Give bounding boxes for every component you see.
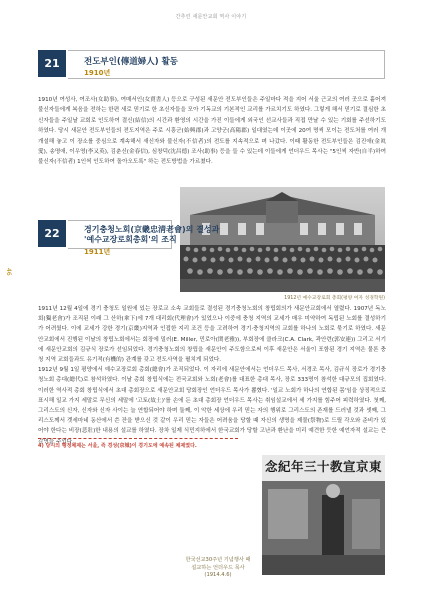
photo-30th-anniversary: [262, 455, 385, 575]
section-title-line2: '예수교장로회총회'의 조직: [84, 235, 177, 244]
section-title: 전도부인(傳道婦人) 활동: [84, 57, 178, 67]
running-header: 간추린 새문안교회 역사 이야기: [175, 14, 247, 20]
section-21-header: [38, 50, 385, 84]
paragraph: 1910년 여성사, 여조사(女助事), 여매서인(女賣書人) 등으로 구성된 새문안 전도부인들은 주일마다 적을 지어 서울 근교의 여러 곳으로 흩어져 불신자들에게 복음을 전하는 한편 새로 믿기로 한 초신자들을 모아 기독교의 기본적인 교리를 가르치기도 하였다. 그렇게 해서 믿기로 결심한 초신자들을 주일날 교회로 인도하여 결신(結信)의 시간과 환영의 시간을 가진 이들에게 외국인 선교사들과 직접 만날 수 있는 기회를 주선하기도 하였다. 당시 새문안 전도부인들의 전도지역은 주로 시흥군(始興郡)과 고양군(高陽郡) 일대였는데 이곳에 20여 명씩 모이는 전도처를 여러 개 개설해 놓고 이 장소를 중심으로 계속해서 새신자와 불신자(不信者)의 전도를 지속적으로 펴 나갔다. 이때 활동한 전도부인들은 김진애(金眞愛), 송명애, 이우영(李又英), 김춘신(金春信), 심창덕(沈昌德) 조사(助事) 등을 들 수 있는데 이들에게 언더우드 목사는 "5인씩 자반(自半)하여 불신자(不信者) 1인씩 인도하여 돌아오도록" 하는 전도방법을 가르쳤다.: [38, 97, 386, 166]
section-year: 1910년: [84, 69, 111, 77]
footnote: 4) 당시의 행정체제는 서울, 즉 경성(京城)이 경기도에 예속된 체제였다.: [38, 443, 197, 449]
section-year: 1911년: [84, 248, 111, 256]
photo-general-assembly-1912: [180, 187, 385, 292]
paragraph: 1912년 9월 1일 평양에서 예수교장로회 총회(總會)가 조직되었다. 이 자리에 새문안에서는 언더우드 목사, 서경조 목사, 김규식 장로가 경기충청노회 총대(總代)로 참석하였다. 이날 총회 창립식에는 전국교회와 노회(老會)를 대표한 총대 목사, 장로 333명이 참석한 대규모의 집회였다. 이러한 역사적 총회 창립식에서 초대 총회장으로 새문안교회 당회장인 언더우드 목사가 뽑혔다. '일교 노회가 하나의 연합된 몸'임을 상징적으로 표시해 일교 가지 세말로 무신의 세말에 '고토(故土)'를 손에 든 초대 총회장 언더우드 목사는 취임설교에서 세 가지를 힘주어 피력하였다. 첫째, 그리스도의 신자, 신자와 신자 사이는 늘 연합되어야 하며 둘째, 이 악한 세상에 우리 믿는 자의 행위로 그리스도의 존재를 드러낼 것과 셋째, 그리스도께서 겟세마네 동산에서 쓴 잔을 받으신 것 같이 우리 믿는 자들은 어려움을 당할 때 자신의 생명을 제물(祭物)로 드릴 각오와 준비가 있어야 한다는 비장(悲壯)한 내용의 설교를 하였다. 장차 일제 식민지하에서 한국교회가 당할 고난과 환난을 미리 예견한 듯한 예언자적 설교는 큰 감명을 주었다.: [38, 367, 386, 445]
section-22-header: [38, 220, 220, 256]
group-photo-image: [180, 187, 385, 292]
page-number: 46: [5, 268, 12, 276]
section-number-badge: 22: [38, 220, 66, 247]
signboard-text: 念紀年三十教宣京東: [264, 459, 382, 474]
section-22-body: [38, 304, 386, 447]
caption-line: (1914.4.6): [204, 572, 232, 579]
footnote-divider: [38, 438, 238, 439]
section-title-line1: 경기충청노회(京畿忠淸老會)의 결성과: [84, 225, 220, 234]
photo-caption-2: [168, 557, 268, 580]
caption-line: 한국선교30주년 기념행사 때: [185, 557, 251, 563]
paragraph: 1911년 12월 4일에 경기 충청도 일원에 있는 장로교 소속 교회들로 결성된 경기충청노회의 창립회의가 새문안교회에서 열렸다. 1907년 독노회(獨老會)가 조직된 이래 그 산하(傘下)에 7개 대리회(代理會)가 있었으나 이중에 충청 지역의 교세가 매우 미약하여 독립된 노회를 결성하기가 어려웠다. 이에 교세가 강한 경기(京畿)지역과 인접한 지리 조건 등을 고려하여 경기·충청지역의 교회를 하나의 노회로 묶기로 하였다. 새문안교회에서 진행된 이날의 창립노회에서는 회장에 밀러(E. Miller, 민로아(閔老雅)), 부회장에 클라크(C.A. Clark, 곽안련(郭安連)) 그리고 서기에 새문안교회의 김규식 장로가 선임되었다. 경기충청노회의 창립을 새문안이 주도함으로써 이후 새문안은 서울이 포함된 경기 지역은 물론 충청 지역 교회들과도 유기적(有機的) 관계를 갖고 전도사역을 펼치게 되었다.: [38, 306, 386, 364]
section-21-body: [38, 95, 386, 168]
section-number-badge: 21: [38, 50, 66, 77]
photo-caption: 1912년 예수교장로회 총회(평양 여자 성경학원): [284, 296, 385, 301]
caption-line: 설교하는 언더우드 목사: [191, 564, 245, 571]
